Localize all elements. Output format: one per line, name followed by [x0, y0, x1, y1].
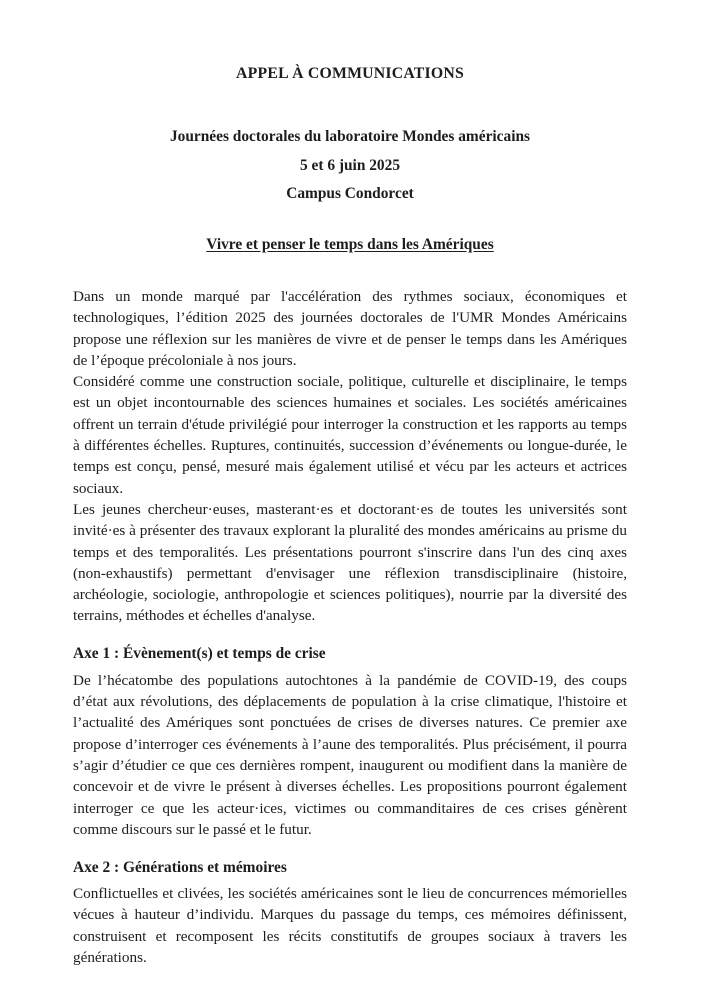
section-axe-2: [73, 857, 627, 969]
section-axe-1: [73, 643, 627, 840]
theme-title: Vivre et penser le temps dans les Amériques: [206, 236, 494, 253]
call-for-papers-title: APPEL À COMMUNICATIONS: [236, 65, 464, 82]
intro-paragraph-3: Les jeunes chercheur·euses, masterant·es et doctorant·es de toutes les universités sont invité·es à présenter des travaux explorant la pluralité des mondes américains au prisme du temps et des temporalités. Les présentations pourront s'inscrire dans l'un des cinq axes (non-exhaustifs) permettant d'envisager une réflexion transdisciplinaire (histoire, archéologie, sociologie, anthropologie et sciences politiques), nourrie par la diversité des terrains, méthodes et échelles d'analyse.: [73, 500, 627, 625]
document-body: [73, 286, 627, 968]
section-paragraph-axe-2: Conflictuelles et clivées, les sociétés américaines sont le lieu de concurrences mémorielles vécues à hauteur d’individu. Marques du passage du temps, ces mémoires définissent, construisent et recomposent les récits constitutifs de groupes sociaux à travers les générations.: [73, 885, 627, 967]
event-name: Journées doctorales du laboratoire Mondes américains: [169, 128, 531, 145]
section-heading-axe-2: Axe 2 : Générations et mémoires: [73, 858, 287, 876]
event-dates: 5 et 6 juin 2025: [299, 156, 401, 174]
section-paragraph-axe-1: De l’hécatombe des populations autochtones à la pandémie de COVID-19, des coups d’état aux révolutions, des déplacements de population à la crise climatique, l'histoire et l’actualité des Amériques sont ponctuées de crises de diverses natures. Ce premier axe propose d’interroger ces événements à l’aune des temporalités. Plus précisément, il pourra s’agir d’étudier ce que ces dernières rompent, inaugurent ou modifient dans la manière de concevoir et de vivre le présent à diverses échelles. Les propositions pourront également interroger ce que les acteur·ices, victimes ou commanditaires de ces crises génèrent comme discours sur le passé et le futur.: [73, 671, 627, 838]
event-venue: Campus Condorcet: [286, 185, 414, 202]
section-heading-axe-1: Axe 1 : Évènement(s) et temps de crise: [73, 645, 326, 663]
document-header: [73, 64, 627, 256]
intro-paragraph-2: Considéré comme une construction sociale, politique, culturelle et disciplinaire, le temps est un objet incontournable des sciences humaines et sociales. Les sociétés américaines offrent un terrain d'étude privilégié pour interroger la construction et les rapports au temps à différentes échelles. Ruptures, continuités, succession d’événements ou longue-durée, le temps est conçu, pensé, mesuré mais également utilisé et vécu par les acteurs et actrices sociaux.: [73, 373, 627, 497]
intro-paragraph-1: Dans un monde marqué par l'accélération des rythmes sociaux, économiques et technologiques, l’édition 2025 des journées doctorales de l'UMR Mondes Américains propose une réflexion sur les manières de vivre et de penser le temps dans les Amériques de l’époque précoloniale à nos jours.: [73, 288, 627, 369]
